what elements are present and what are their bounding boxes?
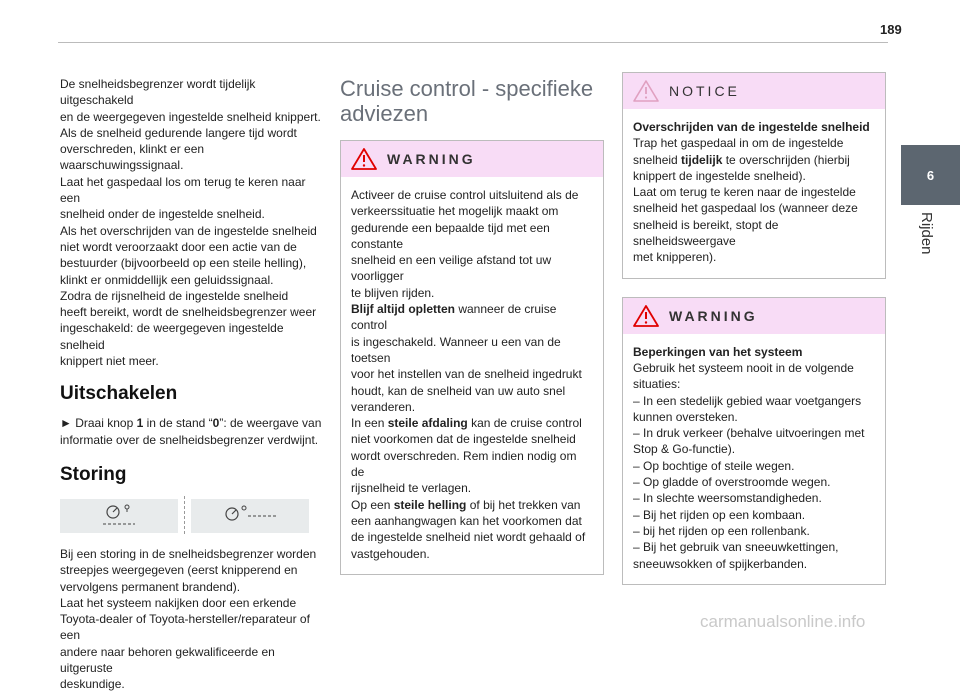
fault-illustrations xyxy=(60,496,326,536)
text-line: heeft bereikt, wordt de snelheidsbegrenzer weer xyxy=(60,305,317,320)
chapter-number: 6 xyxy=(926,167,935,183)
text-line: snelheid onder de ingestelde snelheid. xyxy=(60,207,265,222)
text-line: knippert niet meer. xyxy=(60,354,159,369)
column-right xyxy=(622,72,886,603)
text-line: streepjes weergegeven (eerst knipperend en xyxy=(60,563,298,578)
warning-body: Activeer de cruise control uitsluitend als de verkeerssituatie het mogelijk maakt om gedurende een bepaalde tijd met een constante snelheid en een veilige afstand tot uw voorligger te blijven rijden. Blijf altijd opletten wanneer de cruise control is ingeschakeld. Wanneer u een van de toetsen voor het instellen van de snelheid ingedrukt houdt, kan de snelheid van uw auto snel veranderen. In een steile afdaling kan de cruise control niet voorkomen dat de ingestelde snelheid wordt overschreden. Rem indien nodig om de rijsnelheid te verlagen. Op een steile helling of bij het trekken van een aanhangwagen kan het voorkomen dat de ingestelde snelheid niet wordt gehaald of vastgehouden. xyxy=(351,188,586,561)
speed-limiter-icon xyxy=(99,502,139,530)
speed-limiter-dashes-icon xyxy=(220,502,280,530)
text-line: niet wordt veroorzaakt door een actie van de xyxy=(60,239,297,254)
warning-body: Beperkingen van het systeem Gebruik het systeem nooit in de volgende situaties: – In een stedelijk gebied waar voetgangers kunnen oversteken. – In druk verkeer (behalve uitvoeringen met Stop & Go-functie). – Op bochtige of steile wegen. – Op gladde of overstroomde wegen. – In slechte weersomstandigheden. – Bij het rijden op een kombaan. – bij het rijden op een rollenbank. – Bij het gebruik van sneeuwkettingen, sneeuwsokken of spijkerbanden. xyxy=(633,344,865,571)
chapter-label: Rijden xyxy=(918,212,935,255)
watermark: carmanualsonline.info xyxy=(700,612,866,631)
text-line: vervolgens permanent brandend). xyxy=(60,579,241,594)
text-line: Toyota-dealer of Toyota-hersteller/reparateur of een xyxy=(60,612,310,643)
warning-triangle-icon xyxy=(351,148,377,170)
warning-title: WARNING xyxy=(669,307,758,324)
heading-storing: Storing xyxy=(60,463,127,485)
warning-box-cruise xyxy=(340,140,604,575)
text-line: bestuurder (bijvoorbeeld op een steile helling), xyxy=(60,256,307,271)
warning-header xyxy=(341,141,603,177)
text-line: Zodra de rijsnelheid de ingestelde snelheid xyxy=(60,288,289,303)
page-number: 189 xyxy=(880,22,902,37)
text-line: Bij een storing in de snelheidsbegrenzer worden xyxy=(60,546,317,561)
chapter-tab[interactable] xyxy=(901,145,960,205)
section-title: Cruise control - specifieke adviezen xyxy=(340,76,594,126)
text-line: Als de snelheid gedurende langere tijd wordt xyxy=(60,125,297,140)
fault-display-image-1 xyxy=(60,499,178,533)
intro-paragraph xyxy=(60,76,326,369)
column-left xyxy=(60,76,326,693)
warning-triangle-icon xyxy=(633,305,659,327)
warning-box-limits xyxy=(622,297,886,585)
text-line: en de weergegeven ingestelde snelheid knippert. xyxy=(60,109,321,124)
fault-display-image-2 xyxy=(191,499,309,533)
text-line: klinkt er onmiddellijk een geluidssignaal. xyxy=(60,272,274,287)
column-middle xyxy=(340,76,604,593)
text-line: Laat het systeem nakijken door een erkende xyxy=(60,595,297,610)
text-line: deskundige. xyxy=(60,677,125,692)
warning-header xyxy=(623,298,885,334)
bullet-arrow: ► xyxy=(60,416,72,431)
heading-uitschakelen: Uitschakelen xyxy=(60,383,178,405)
header-divider xyxy=(58,42,888,43)
text-line: De snelheidsbegrenzer wordt tijdelijk uitgeschakeld xyxy=(60,77,256,108)
off-instruction: ► Draai knop 1 in de stand “0”: de weergave van xyxy=(60,416,322,431)
text-line: ingeschakeld: de weergegeven ingestelde snelheid xyxy=(60,321,284,352)
text-line: Als het overschrijden van de ingestelde snelheid xyxy=(60,223,317,238)
fault-paragraph xyxy=(60,546,326,693)
text-line: informatie over de snelheidsbegrenzer verdwijnt. xyxy=(60,432,319,447)
notice-body: Overschrijden van de ingestelde snelheid Trap het gaspedaal in om de ingestelde snelheid tijdelijk te overschrijden (hierbij knippert de ingestelde snelheid). Laat om terug te keren naar de ingestelde snelheid het gaspedaal los (wanneer deze snelheid is bereikt, stopt de snelheidsweergave met knipperen). xyxy=(633,120,870,265)
text-line: overschreden, klinkt er een waarschuwingssignaal. xyxy=(60,142,205,173)
text-line: andere naar behoren gekwalificeerde en uitgeruste xyxy=(60,644,275,676)
text-line: Laat het gaspedaal los om terug te keren naar een xyxy=(60,174,306,206)
notice-header xyxy=(623,73,885,109)
image-divider xyxy=(184,496,185,536)
notice-title: NOTICE xyxy=(669,83,740,99)
warning-title: WARNING xyxy=(387,151,476,167)
notice-box xyxy=(622,72,886,279)
notice-triangle-icon xyxy=(633,80,659,102)
